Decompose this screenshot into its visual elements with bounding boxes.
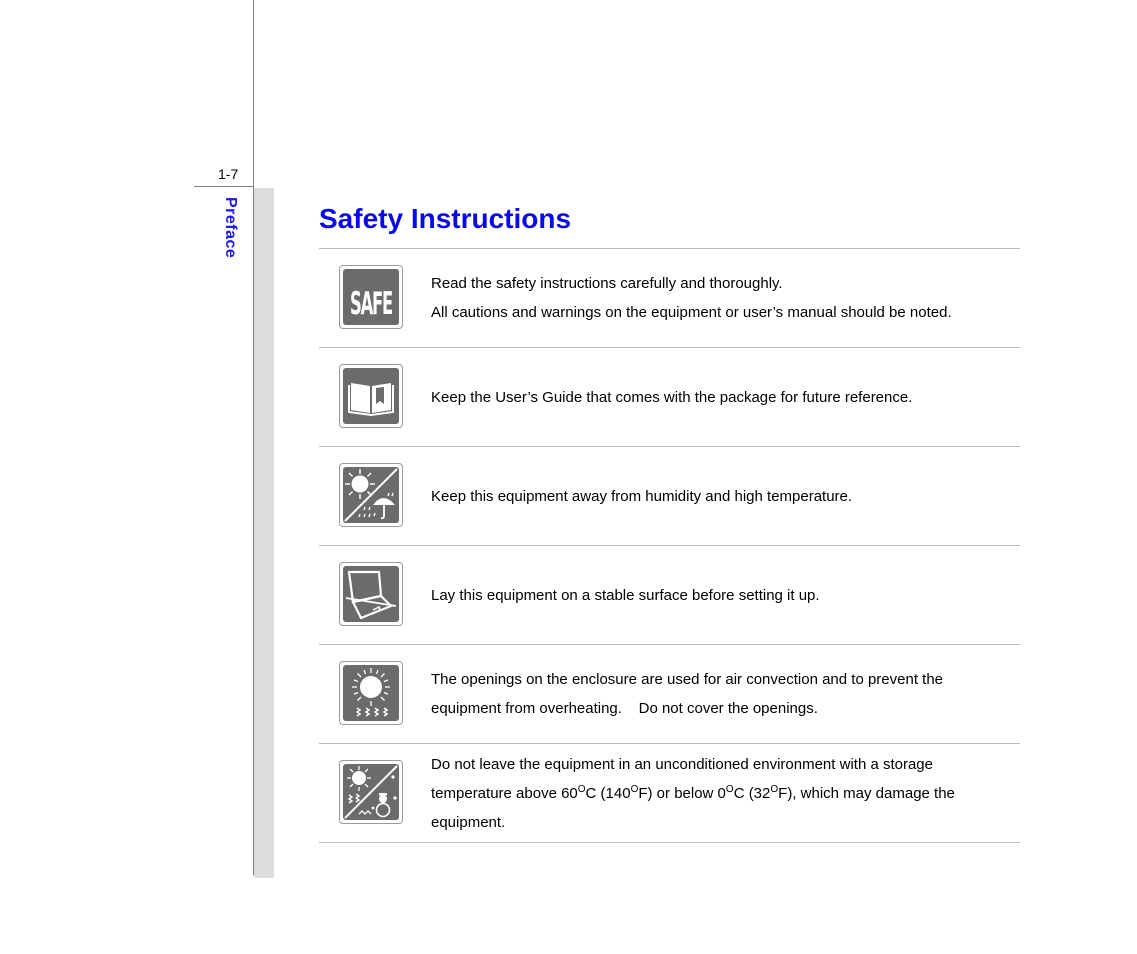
safe-sign-icon bbox=[339, 265, 403, 329]
list-item bbox=[319, 348, 1020, 447]
item-text: Keep the User’s Guide that comes with the package for future reference. bbox=[431, 388, 913, 406]
list-item bbox=[319, 249, 1020, 348]
item-text: equipment. bbox=[431, 813, 506, 831]
sun-rain-icon bbox=[339, 463, 403, 527]
book-icon bbox=[339, 364, 403, 428]
sun-heat-icon bbox=[339, 661, 403, 725]
item-text: All cautions and warnings on the equipment or user’s manual should be noted. bbox=[431, 304, 952, 321]
list-item bbox=[319, 645, 1020, 744]
page-number: 1-7 bbox=[218, 166, 239, 182]
item-text: equipment from overheating. Do not cover the openings. bbox=[431, 700, 818, 717]
svg-text:SAFE: SAFE bbox=[350, 285, 392, 322]
laptop-surface-icon bbox=[339, 562, 403, 626]
list-item bbox=[319, 546, 1020, 645]
item-text: Keep this equipment away from humidity and high temperature. bbox=[431, 487, 853, 505]
item-text-temperature: temperature above $60^OC$ $(140^OF)$ or below $0^OC$ $(32^OF)$, which may damage the bbox=[431, 783, 955, 802]
list-item bbox=[319, 447, 1020, 546]
item-text: Read the safety instructions carefully and thoroughly. bbox=[431, 275, 783, 292]
section-tab-preface: Preface bbox=[222, 197, 239, 259]
item-text: Lay this equipment on a stable surface before setting it up. bbox=[431, 586, 820, 604]
side-gray-band bbox=[254, 188, 274, 878]
safety-list bbox=[319, 249, 1020, 843]
page-number-rule bbox=[194, 186, 254, 187]
list-item bbox=[319, 744, 1020, 843]
page-title: Safety Instructions bbox=[319, 203, 572, 234]
item-text: Do not leave the equipment in an unconditioned environment with a storage bbox=[431, 755, 933, 773]
hot-cold-icon bbox=[339, 760, 403, 824]
item-text: The openings on the enclosure are used for air convection and to prevent the bbox=[431, 671, 943, 688]
